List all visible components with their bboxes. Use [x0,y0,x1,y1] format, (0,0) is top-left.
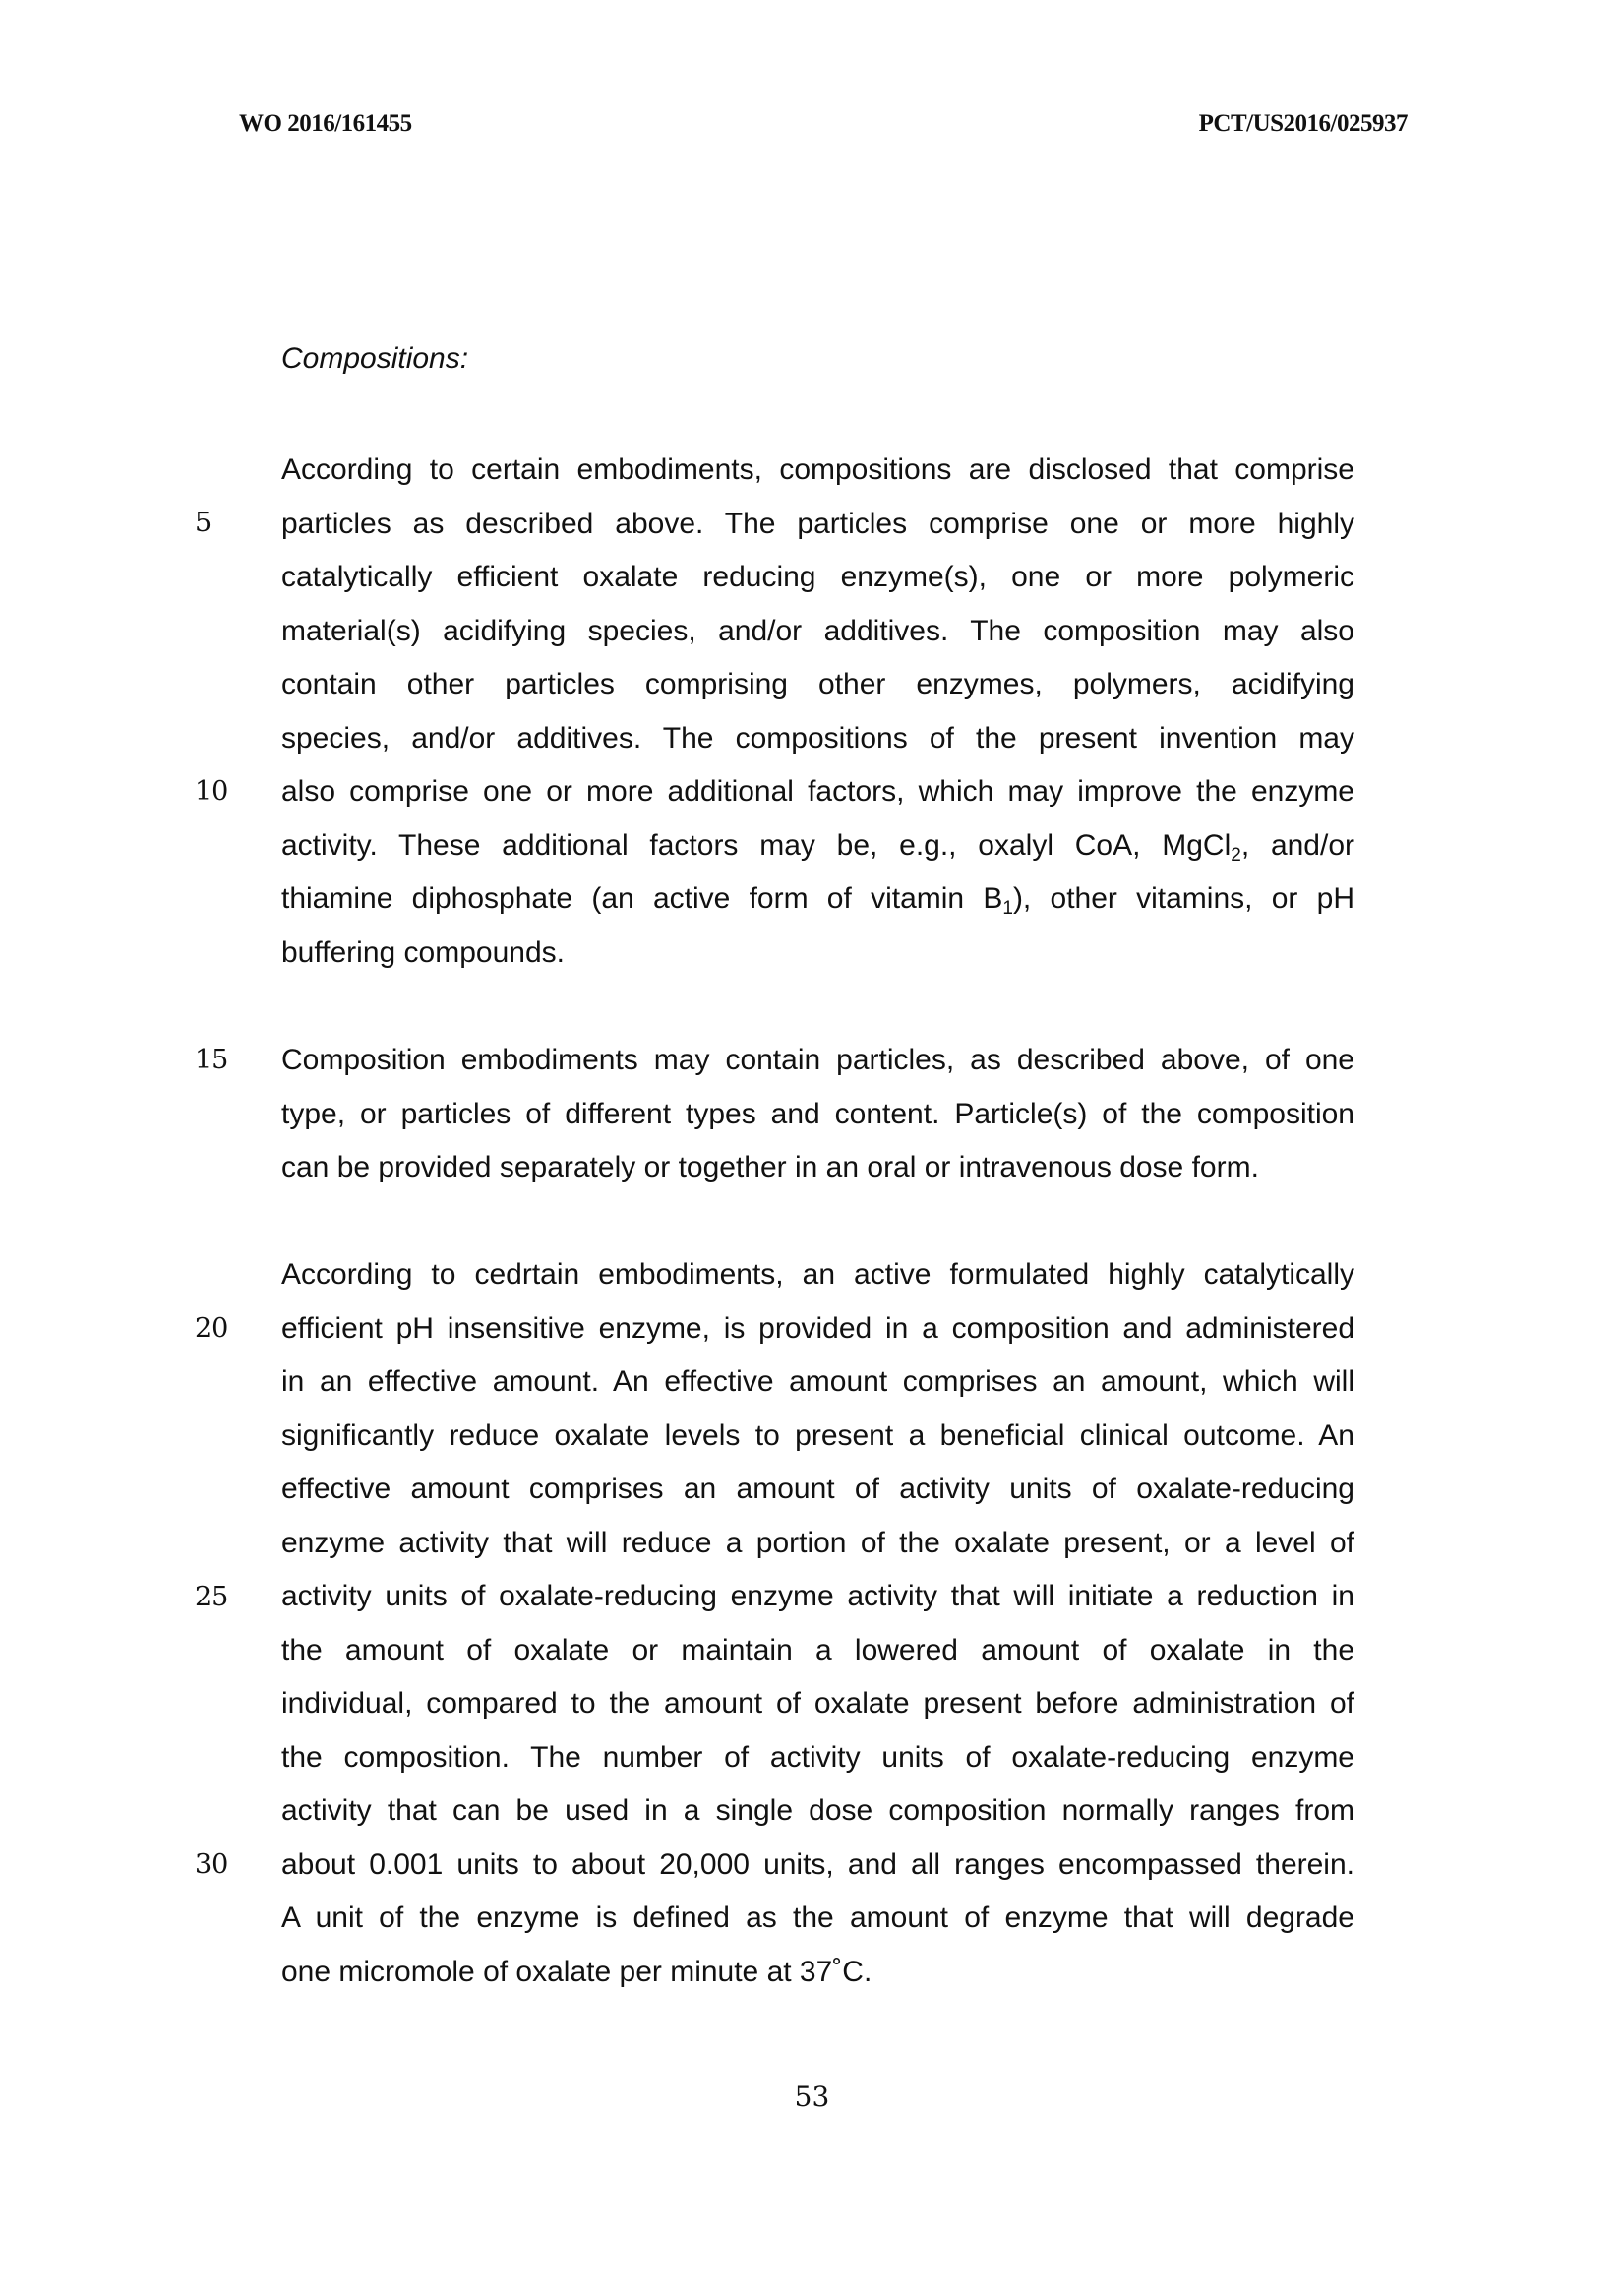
line-number: 20 [195,1313,229,1344]
text-line: also comprise one or more additional factors, which may improve the enzyme [281,775,1354,808]
application-number: PCT/US2016/025937 [1198,110,1408,137]
text-line: the composition. The number of activity units of oxalate-reducing enzyme [281,1740,1354,1774]
text-line: buffering compounds. [281,936,565,969]
text-line: effective amount comprises an amount of activity units of oxalate-reducing [281,1473,1354,1505]
line-number: 30 [195,1849,229,1880]
line-number: 5 [195,508,212,538]
text-line: A unit of the enzyme is defined as the amount of enzyme that will degrade [281,1902,1354,1934]
text-line: enzyme activity that will reduce a portion of the oxalate present, or a level of [281,1526,1354,1559]
text-line: in an effective amount. An effective amount comprises an amount, which will [281,1365,1354,1398]
line-number: 25 [195,1582,229,1612]
text-line: can be provided separately or together in an oral or intravenous dose form. [281,1151,1259,1183]
text-line: contain other particles comprising other enzymes, polymers, acidifying [281,668,1354,700]
text-line: species, and/or additives. The compositions of the present invention may [281,721,1354,755]
text-line: activity. These additional factors may be, e.g., oxalyl CoA, MgCl$_2$, and/or [281,828,1355,866]
text-line: individual, compared to the amount of oxalate present before administration of [281,1687,1354,1720]
section-heading: Compositions: [281,342,469,375]
text-line: about 0.001 units to about 20,000 units, and all ranges encompassed therein. [281,1847,1354,1881]
text-line: material(s) acidifying species, and/or additives. The composition may also [281,614,1354,647]
text-line: significantly reduce oxalate levels to present a beneficial clinical outcome. An [281,1419,1354,1452]
text-line: type, or particles of different types and content. Particle(s) of the composition [281,1097,1354,1130]
text-line: catalytically efficient oxalate reducing enzyme(s), one or more polymeric [281,561,1354,593]
line-number: 15 [195,1045,229,1075]
page-number: 53 [794,2081,830,2113]
text-line: thiamine diphosphate (an active form of vitamin $B_1$), other vitamins, or pH [281,882,1354,919]
text-line: activity units of oxalate-reducing enzyme activity that will initiate a reduction in [281,1580,1354,1612]
text-line: the amount of oxalate or maintain a lowered amount of oxalate in the [281,1633,1354,1666]
publication-number: WO 2016/161455 [239,110,412,137]
text-line: efficient pH insensitive enzyme, is provided in a composition and administered [281,1311,1354,1345]
text-line: activity that can be used in a single dose composition normally ranges from [281,1794,1354,1827]
text-line: particles as described above. The particles comprise one or more highly [281,507,1354,540]
text-line: According to cedrtain embodiments, an active formulated highly catalytically [281,1258,1354,1291]
text-line: one micromole of oxalate per minute at 37˚C. [281,1955,872,1988]
text-line: According to certain embodiments, compositions are disclosed that comprise [281,453,1354,486]
text-line: Composition embodiments may contain particles, as described above, of one [281,1044,1354,1076]
line-number: 10 [195,776,229,807]
